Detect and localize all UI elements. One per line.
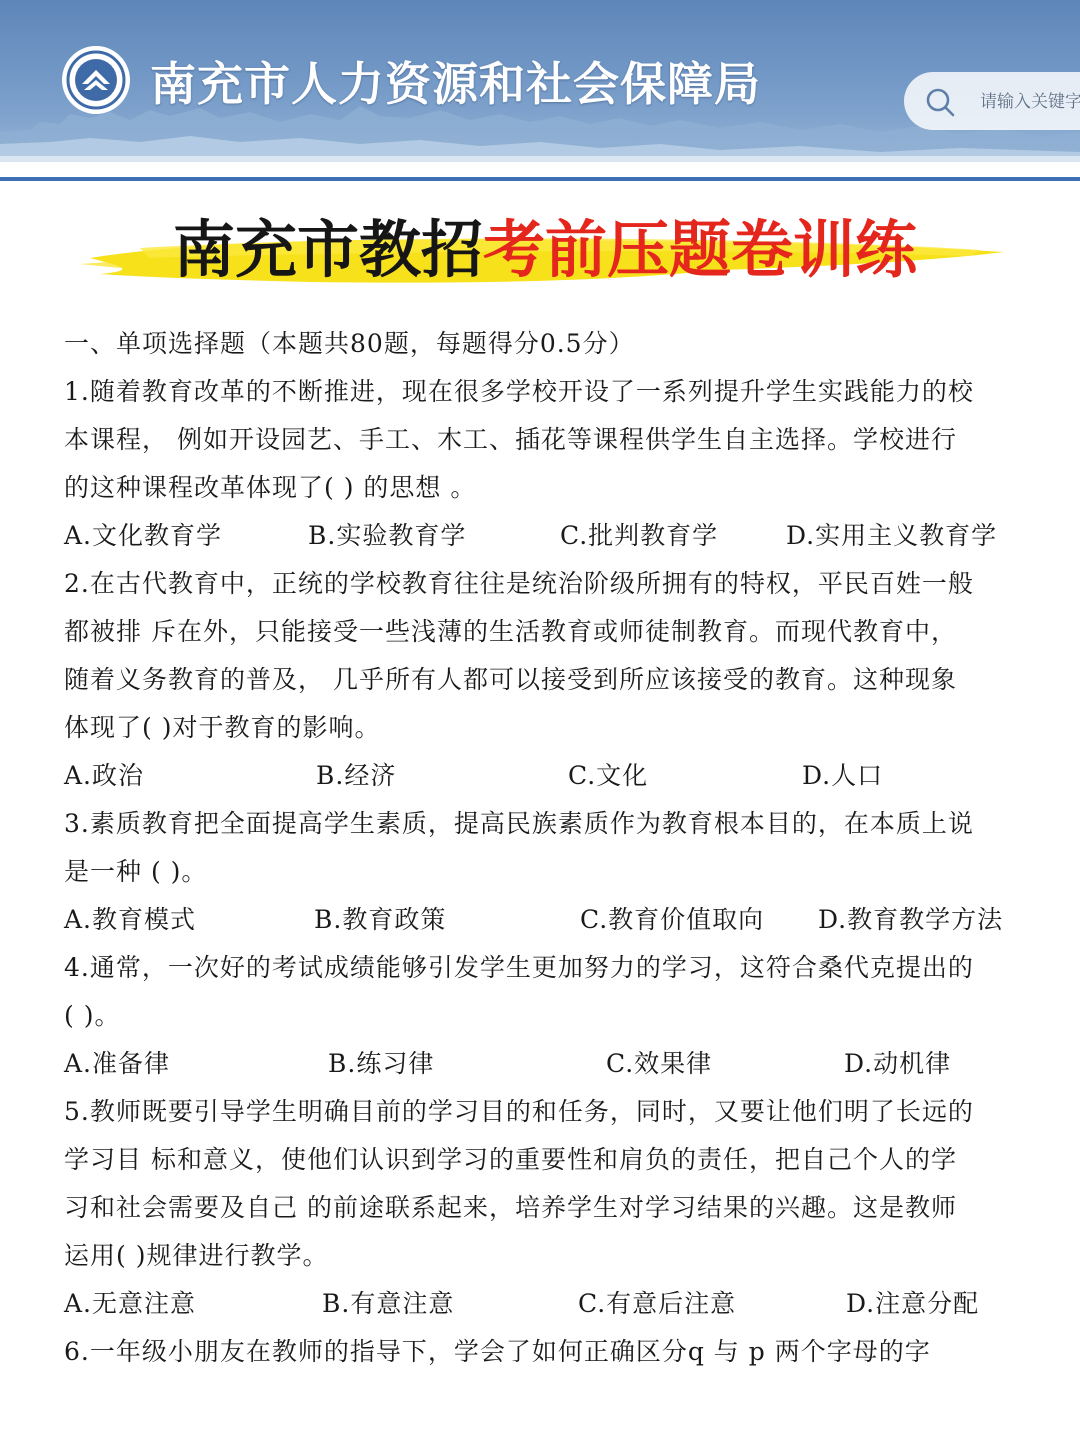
header-divider [0, 177, 1080, 181]
question-5-line-1: 5.教师既要引导学生明确目前的学习目的和任务，同时，又要让他们明了长远的 [64, 1097, 974, 1126]
question-4-options [64, 1040, 1036, 1088]
question-2-line-1: 2.在古代教育中，正统的学校教育往往是统治阶级所拥有的特权，平民百姓一般 [64, 569, 974, 598]
question-3-line-1: 3.素质教育把全面提高学生素质，提高民族素质作为教育根本目的，在本质上说 [64, 809, 974, 838]
page-title [80, 214, 1010, 286]
question-1-options [64, 512, 1036, 560]
bureau-logo[interactable] [60, 44, 132, 116]
question-content [64, 320, 1036, 1376]
section-heading: 一、单项选择题（本题共80题，每题得分0.5分） [64, 329, 635, 358]
question-1-line-2: 本课程， 例如开设园艺、手工、木工、插花等课程供学生自主选择。学校进行 [64, 425, 957, 454]
option-c: C.有意后注意 [578, 1289, 737, 1318]
question-1-line-1: 1.随着教育改革的不断推进，现在很多学校开设了一系列提升学生实践能力的校 [64, 377, 974, 406]
question-1-line-3: 的这种课程改革体现了( ) 的思想 。 [64, 473, 477, 502]
question-4-line-2: ( )。 [64, 1001, 121, 1030]
option-d: D.动机律 [844, 1049, 952, 1078]
option-b: B.练习律 [328, 1049, 435, 1078]
title-red-part: 考前压题卷训练 [483, 213, 918, 286]
option-a: A.教育模式 [64, 905, 197, 934]
option-d: D.人口 [802, 761, 884, 790]
search-box[interactable] [904, 72, 1080, 130]
question-4-line-1: 4.通常，一次好的考试成绩能够引发学生更加努力的学习，这符合桑代克提出的 [64, 953, 974, 982]
option-b: B.实验教育学 [308, 521, 467, 550]
search-icon[interactable] [924, 86, 956, 118]
search-input[interactable] [980, 89, 1080, 115]
option-d: D.实用主义教育学 [786, 521, 998, 550]
site-title: 南充市人力资源和社会保障局 [150, 57, 761, 111]
question-5-options [64, 1280, 1036, 1328]
question-2-line-2: 都被排 斥在外，只能接受一些浅薄的生活教育或师徒制教育。而现代教育中， [64, 617, 957, 646]
option-c: C.文化 [568, 761, 649, 790]
question-3-options [64, 896, 1036, 944]
option-d: D.教育教学方法 [818, 905, 1004, 934]
option-c: C.效果律 [606, 1049, 713, 1078]
question-2-line-4: 体现了( )对于教育的影响。 [64, 713, 381, 742]
option-c: C.批判教育学 [560, 521, 719, 550]
option-b: B.教育政策 [314, 905, 447, 934]
page-title-block [80, 200, 1010, 300]
option-a: A.无意注意 [64, 1289, 197, 1318]
option-b: B.经济 [316, 761, 397, 790]
option-a: A.政治 [64, 761, 145, 790]
title-dark-part: 南充市教招 [172, 213, 483, 286]
option-b: B.有意注意 [322, 1289, 455, 1318]
question-5-line-3: 习和社会需要及自己 的前途联系起来，培养学生对学习结果的兴趣。这是教师 [64, 1193, 957, 1222]
option-a: A.准备律 [64, 1049, 171, 1078]
question-3-line-2: 是一种 ( )。 [64, 857, 208, 886]
question-5-line-4: 运用( )规律进行教学。 [64, 1241, 329, 1270]
question-2-options [64, 752, 1036, 800]
question-5-line-2: 学习目 标和意义，使他们认识到学习的重要性和肩负的责任，把自己个人的学 [64, 1145, 957, 1174]
question-2-line-3: 随着义务教育的普及， 几乎所有人都可以接受到所应该接受的教育。这种现象 [64, 665, 957, 694]
header-banner [0, 0, 1080, 162]
option-d: D.注意分配 [846, 1289, 980, 1318]
option-a: A.文化教育学 [64, 521, 223, 550]
question-6-line-1: 6.一年级小朋友在教师的指导下，学会了如何正确区分q 与 p 两个字母的字 [64, 1337, 931, 1366]
option-c: C.教育价值取向 [580, 905, 765, 934]
